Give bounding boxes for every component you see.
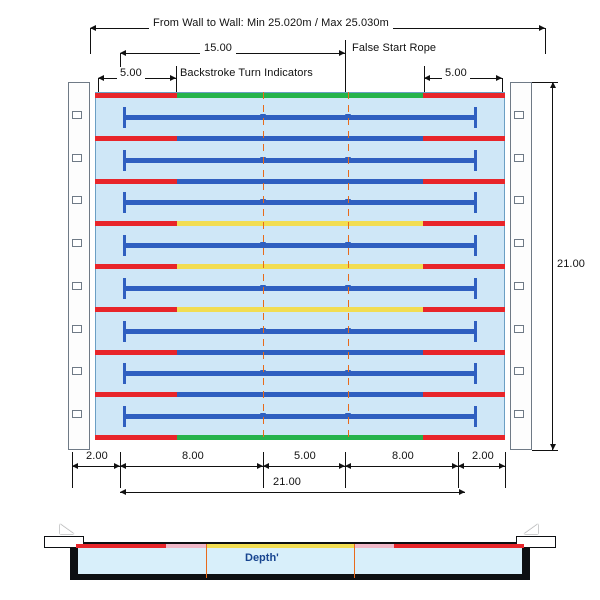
dim-2-left-label: 2.00 <box>86 450 108 462</box>
extension-line-bottom <box>505 452 506 488</box>
starting-block <box>514 196 524 204</box>
lane-bar <box>123 329 477 334</box>
dim-8-right-line <box>345 466 458 467</box>
dim-5-center-label: 5.00 <box>294 450 316 462</box>
lane-rope-middle <box>177 307 423 312</box>
lane-bar-cap <box>474 363 477 384</box>
lane-rope-red-start <box>95 179 177 184</box>
dim-2-right-line <box>458 466 505 467</box>
lane-bar-cap <box>474 321 477 342</box>
dim-5-center-line <box>263 466 345 467</box>
label-wall-to-wall: From Wall to Wall: Min 25.020m / Max 25.030m <box>149 17 393 29</box>
pool-section-view <box>30 520 570 590</box>
lane-rope-red-end <box>423 435 505 440</box>
lane-rope-middle <box>177 435 423 440</box>
dim-21-bottom-arrow-right <box>459 489 465 495</box>
label-5m-left: 5.00 <box>117 67 145 79</box>
lane-rope-middle <box>177 136 423 141</box>
dim-2-right-arrow-left <box>458 463 464 469</box>
section-starting-block <box>60 524 74 534</box>
dim-21-bottom-arrow-left <box>120 489 126 495</box>
lane-bar-cap <box>123 406 126 427</box>
lane-rope-red-start <box>95 136 177 141</box>
lane-rope-middle <box>177 264 423 269</box>
right-block-column <box>510 82 532 450</box>
dim-8-left-line <box>120 466 263 467</box>
label-false-start-rope: False Start Rope <box>352 42 437 54</box>
lane-bar <box>123 200 477 205</box>
lane-rope-red-start <box>95 392 177 397</box>
extension-line-5right-a <box>424 66 425 94</box>
lane-bar <box>123 115 477 120</box>
lane-rope-red-start <box>95 307 177 312</box>
lane-rope-red-start <box>95 350 177 355</box>
lane-bar <box>123 158 477 163</box>
lane-bar-cap <box>123 235 126 256</box>
starting-block <box>72 367 82 375</box>
lane-rope-red-end <box>423 136 505 141</box>
section-lane-segment <box>76 544 166 548</box>
extension-line-5left-b <box>176 66 177 94</box>
extension-line-bottom <box>458 452 459 488</box>
section-centre-marker <box>206 544 207 578</box>
lane-bar-cap <box>123 192 126 213</box>
lane-bar <box>123 286 477 291</box>
section-lane-segment <box>206 544 354 548</box>
starting-block <box>72 410 82 418</box>
starting-block <box>514 154 524 162</box>
dim-8-left-label: 8.00 <box>182 450 204 462</box>
lane-bar-cap <box>123 278 126 299</box>
dim-21-bottom-line <box>120 492 465 493</box>
lane-rope-red-end <box>423 392 505 397</box>
section-lane-segment <box>394 544 524 548</box>
starting-block <box>72 154 82 162</box>
section-lane-segment <box>166 544 206 548</box>
lane-bar-cap <box>123 363 126 384</box>
extension-line-21-right <box>532 82 558 83</box>
lane-bar-cap <box>474 150 477 171</box>
section-centre-marker <box>354 544 355 578</box>
extension-line-left-wall <box>90 28 91 54</box>
label-depth: Depth' <box>245 552 279 564</box>
starting-block <box>72 325 82 333</box>
label-15m: 15.00 <box>200 42 236 54</box>
lane-bar-cap <box>123 150 126 171</box>
extension-line-21-right <box>532 450 558 451</box>
dim-21-bottom-label: 21.00 <box>270 476 304 488</box>
left-block-column <box>68 82 90 450</box>
extension-line-bottom <box>345 452 346 488</box>
extension-line-bottom <box>263 452 264 488</box>
lane-rope-red-end <box>423 307 505 312</box>
lane-rope-red-end <box>423 350 505 355</box>
extension-line-bottom <box>72 452 73 488</box>
lane-rope-red-end <box>423 264 505 269</box>
dim-21-right-label: 21.00 <box>557 258 586 270</box>
dim-2-right-label: 2.00 <box>472 450 494 462</box>
extension-line-false-start-rope <box>345 40 346 92</box>
lane-bar <box>123 371 477 376</box>
dim-2-left-arrow-left <box>72 463 78 469</box>
lane-rope-middle <box>177 392 423 397</box>
starting-block <box>72 282 82 290</box>
lane-rope-red-end <box>423 179 505 184</box>
starting-block <box>514 239 524 247</box>
lane-rope-middle <box>177 93 423 98</box>
starting-block <box>514 410 524 418</box>
lane-rope-red-start <box>95 93 177 98</box>
lane-rope-red-start <box>95 435 177 440</box>
pool-centre-marker <box>263 92 264 440</box>
extension-line-bottom <box>120 452 121 488</box>
lane-rope-middle <box>177 179 423 184</box>
section-floor <box>70 574 530 580</box>
lane-bar-cap <box>474 192 477 213</box>
label-5m-right: 5.00 <box>442 67 470 79</box>
starting-block <box>514 282 524 290</box>
starting-block <box>72 111 82 119</box>
lane-rope-red-start <box>95 264 177 269</box>
dim-2-right-arrow-right <box>499 463 505 469</box>
starting-block <box>72 239 82 247</box>
dim-8-right-label: 8.00 <box>392 450 414 462</box>
dim-2-left-line <box>72 466 120 467</box>
lane-bar-cap <box>474 235 477 256</box>
pool-centre-marker <box>348 92 349 440</box>
lane-rope-red-end <box>423 93 505 98</box>
dim-21-right-line <box>552 82 553 450</box>
section-lane-segment <box>354 544 394 548</box>
dim-8-right-arrow-left <box>345 463 351 469</box>
lane-bar <box>123 414 477 419</box>
starting-block <box>514 325 524 333</box>
starting-block <box>514 367 524 375</box>
lane-bar-cap <box>123 321 126 342</box>
lane-bar-cap <box>474 107 477 128</box>
lane-bar-cap <box>474 278 477 299</box>
lane-rope-red-end <box>423 221 505 226</box>
lane-rope-middle <box>177 221 423 226</box>
dim-5-center-arrow-left <box>263 463 269 469</box>
label-backstroke-turn-indicators: Backstroke Turn Indicators <box>180 67 313 79</box>
lane-rope-red-start <box>95 221 177 226</box>
section-starting-block <box>524 524 538 534</box>
starting-block <box>72 196 82 204</box>
lane-bar <box>123 243 477 248</box>
lane-rope-middle <box>177 350 423 355</box>
lane-bar-cap <box>123 107 126 128</box>
lane-bar-cap <box>474 406 477 427</box>
starting-block <box>514 111 524 119</box>
extension-line-right-wall <box>545 28 546 54</box>
dim-8-left-arrow-left <box>120 463 126 469</box>
